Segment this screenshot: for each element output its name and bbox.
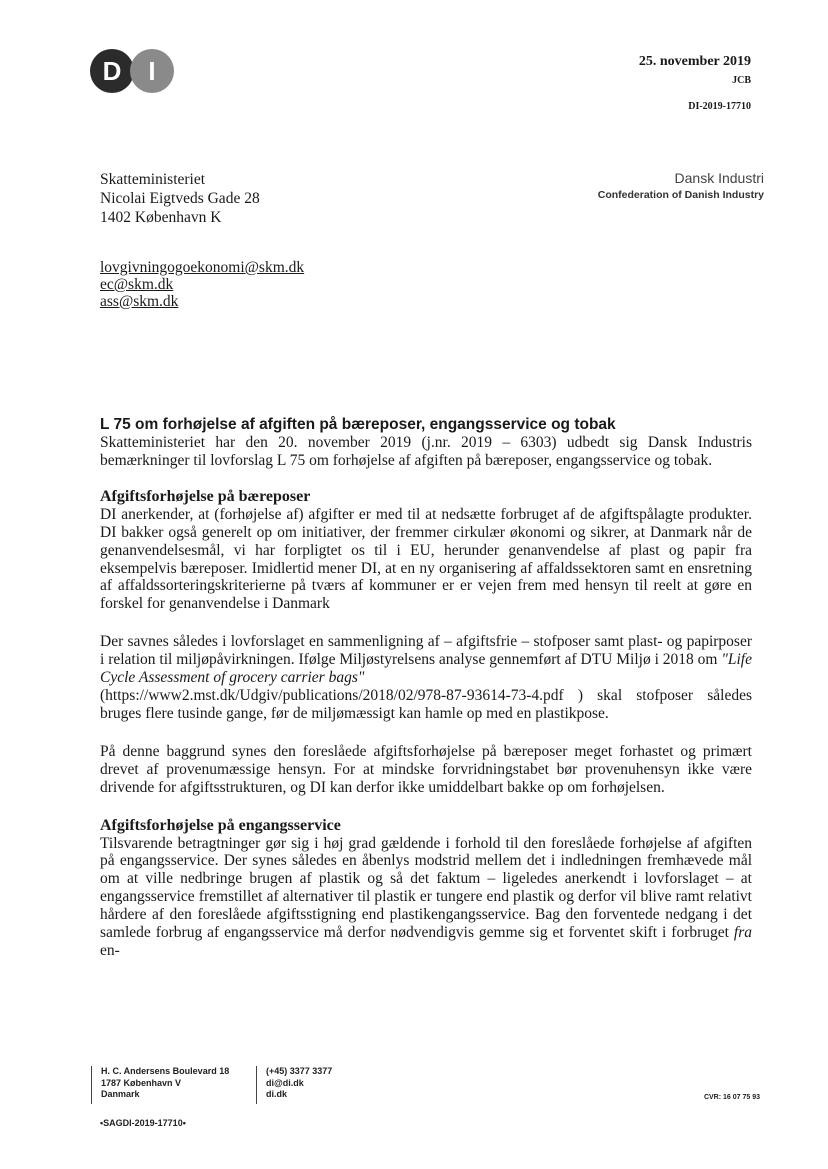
cvr-number: CVR: 16 07 75 93 — [703, 1094, 760, 1101]
recipient-city: 1402 København K — [100, 209, 222, 226]
letter-body — [100, 416, 752, 960]
reference-number: DI-2019-17710 — [688, 101, 751, 112]
recipient-name: Skatteministeriet — [100, 171, 206, 188]
author-initials: JCB — [732, 75, 751, 86]
footer-street: H. C. Andersens Boulevard 18 — [101, 1066, 230, 1076]
letter-meta — [639, 53, 751, 114]
logo-letter-i: I — [130, 49, 174, 93]
sender-name: Dansk Industri — [674, 170, 764, 186]
sender-block — [598, 170, 764, 201]
footer-website[interactable]: di.dk — [266, 1089, 288, 1099]
s2-text-start: Tilsvarende betragtninger gør sig i høj grad gældende i forhold til den foreslåede forhøjelse af afgiften på engangsservice. Der synes således en åbenlys modstrid mellem det i indledningen fremhævede mål om at ville nedbringe brugen af plastik og så det faktum – ligeledes anerkendt i lovforslaget – at engangsservice fremstillet af alternativer til plastik er tungere end plastik og derfor vil blive ramt relativt hårdere af den foreslåede afgiftsstigning end plastikengangsservice. Bag den forventede nedgang i det samlede forbrug af engangsservice må derfor nødvendigvis gemme sig et forventet skift i forbruget — [100, 834, 752, 942]
footer-email[interactable]: di@di.dk — [266, 1077, 304, 1088]
section2-paragraph-1 — [100, 835, 752, 960]
email-link-lovgivning[interactable]: lovgivningogoekonomi@skm.dk — [100, 259, 305, 276]
footer-country: Danmark — [101, 1089, 140, 1099]
report-link[interactable]: https://www2.mst.dk/Udgiv/publications/2018/02/978-87-93614-73-4.pdf — [105, 686, 564, 704]
section1-paragraph-1: DI anerkender, at (forhøjelse af) afgifter er med til at nedsætte forbruget af de afgiftspålagte produkter. DI bakker også generelt op om initiativer, der fremmer cirkulær økonomi og sikrer, at Danmark når de genanvendelsesmål, vi har forpligtet os til i EU, herunder genanvendelse af plast og papir fra eksempelvis bæreposer. Imidlertid mener DI, at en ny organisering af affaldssektoren samt en ensretning af affaldssorteringskriterierne på tværs af kommuner er er vejen frem med hensyn til reelt at gøre en forskel for genanvendelse i Danmark — [100, 505, 752, 613]
section-heading-engangsservice: Afgiftsforhøjelse på engangsservice — [100, 816, 341, 834]
p2-text-start: Der savnes således i lovforslaget en sammenligning af – afgiftsfrie – stofposer samt plast- og papirposer i relation til miljøpåvirkningen. Ifølge Miljøstyrelsens analyse gennemført af DTU Miljø i 2018 om — [100, 633, 752, 669]
letter-date: 25. november 2019 — [638, 54, 751, 69]
email-list — [100, 259, 304, 310]
footer-divider-left — [91, 1066, 92, 1104]
document-code: •SAGDI-2019-17710• — [100, 1118, 186, 1128]
report-title: "Life Cycle Assessment of grocery carrier bags" — [100, 651, 752, 687]
letter-title: L 75 om forhøjelse af afgiften på bæreposer, engangsservice og tobak — [100, 416, 616, 433]
section-heading-baereposer: Afgiftsforhøjelse på bæreposer — [100, 487, 311, 505]
section1-paragraph-2: Der savnes således i lovforslaget en sammenligning af – afgiftsfrie – stofposer samt plast- og papirposer i relation til miljøpåvirkningen. Ifølge Miljøstyrelsens analyse gennemført af DTU Miljø i 2018 om "Life Cycle Assessment of grocery carrier bags" (https://www2.mst.dk/Udgiv/publications/2018/02/978-87-93614-73-4.pdf ) skal stofposer således bruges flere tusinde gange, før de miljømæssigt kan hamle op med en plastikpose. — [100, 633, 752, 722]
logo-letter-d: D — [90, 49, 134, 93]
sender-name-en: Confederation of Danish Industry — [597, 189, 764, 201]
email-link-ec[interactable]: ec@skm.dk — [100, 276, 174, 293]
footer-contact — [266, 1066, 332, 1101]
footer-address — [101, 1066, 229, 1101]
footer-divider-middle — [256, 1066, 257, 1104]
footer-phone: (+45) 3377 3377 — [266, 1066, 333, 1076]
recipient-street: Nicolai Eigtveds Gade 28 — [100, 190, 260, 207]
footer-city: 1787 København V — [101, 1077, 182, 1088]
section1-paragraph-3: På denne baggrund synes den foreslåede afgiftsforhøjelse på bæreposer meget forhastet og primært drevet af provenumæssige hensyn. For at mindske forvridningstabet bør provenuhensyn ikke være drivende for afgiftsstrukturen, og DI kan derfor ikke umiddelbart bakke op om forhøjelsen. — [100, 742, 752, 796]
recipient-address — [100, 170, 260, 227]
p2-text-end: ) skal stofposer således bruges flere tusinde gange, før de miljømæssigt kan hamle op med en plastikpose. — [100, 686, 752, 722]
s2-text-end: en- — [100, 941, 120, 959]
s2-emphasis: fra — [733, 924, 752, 942]
di-logo — [90, 49, 176, 95]
email-link-ass[interactable]: ass@skm.dk — [100, 293, 179, 310]
intro-paragraph: Skatteministeriet har den 20. november 2019 (j.nr. 2019 – 6303) udbedt sig Dansk Industris bemærkninger til lovforslag L 75 om forhøjelse af afgiften på bæreposer, engangsservice og tobak. — [100, 434, 752, 469]
